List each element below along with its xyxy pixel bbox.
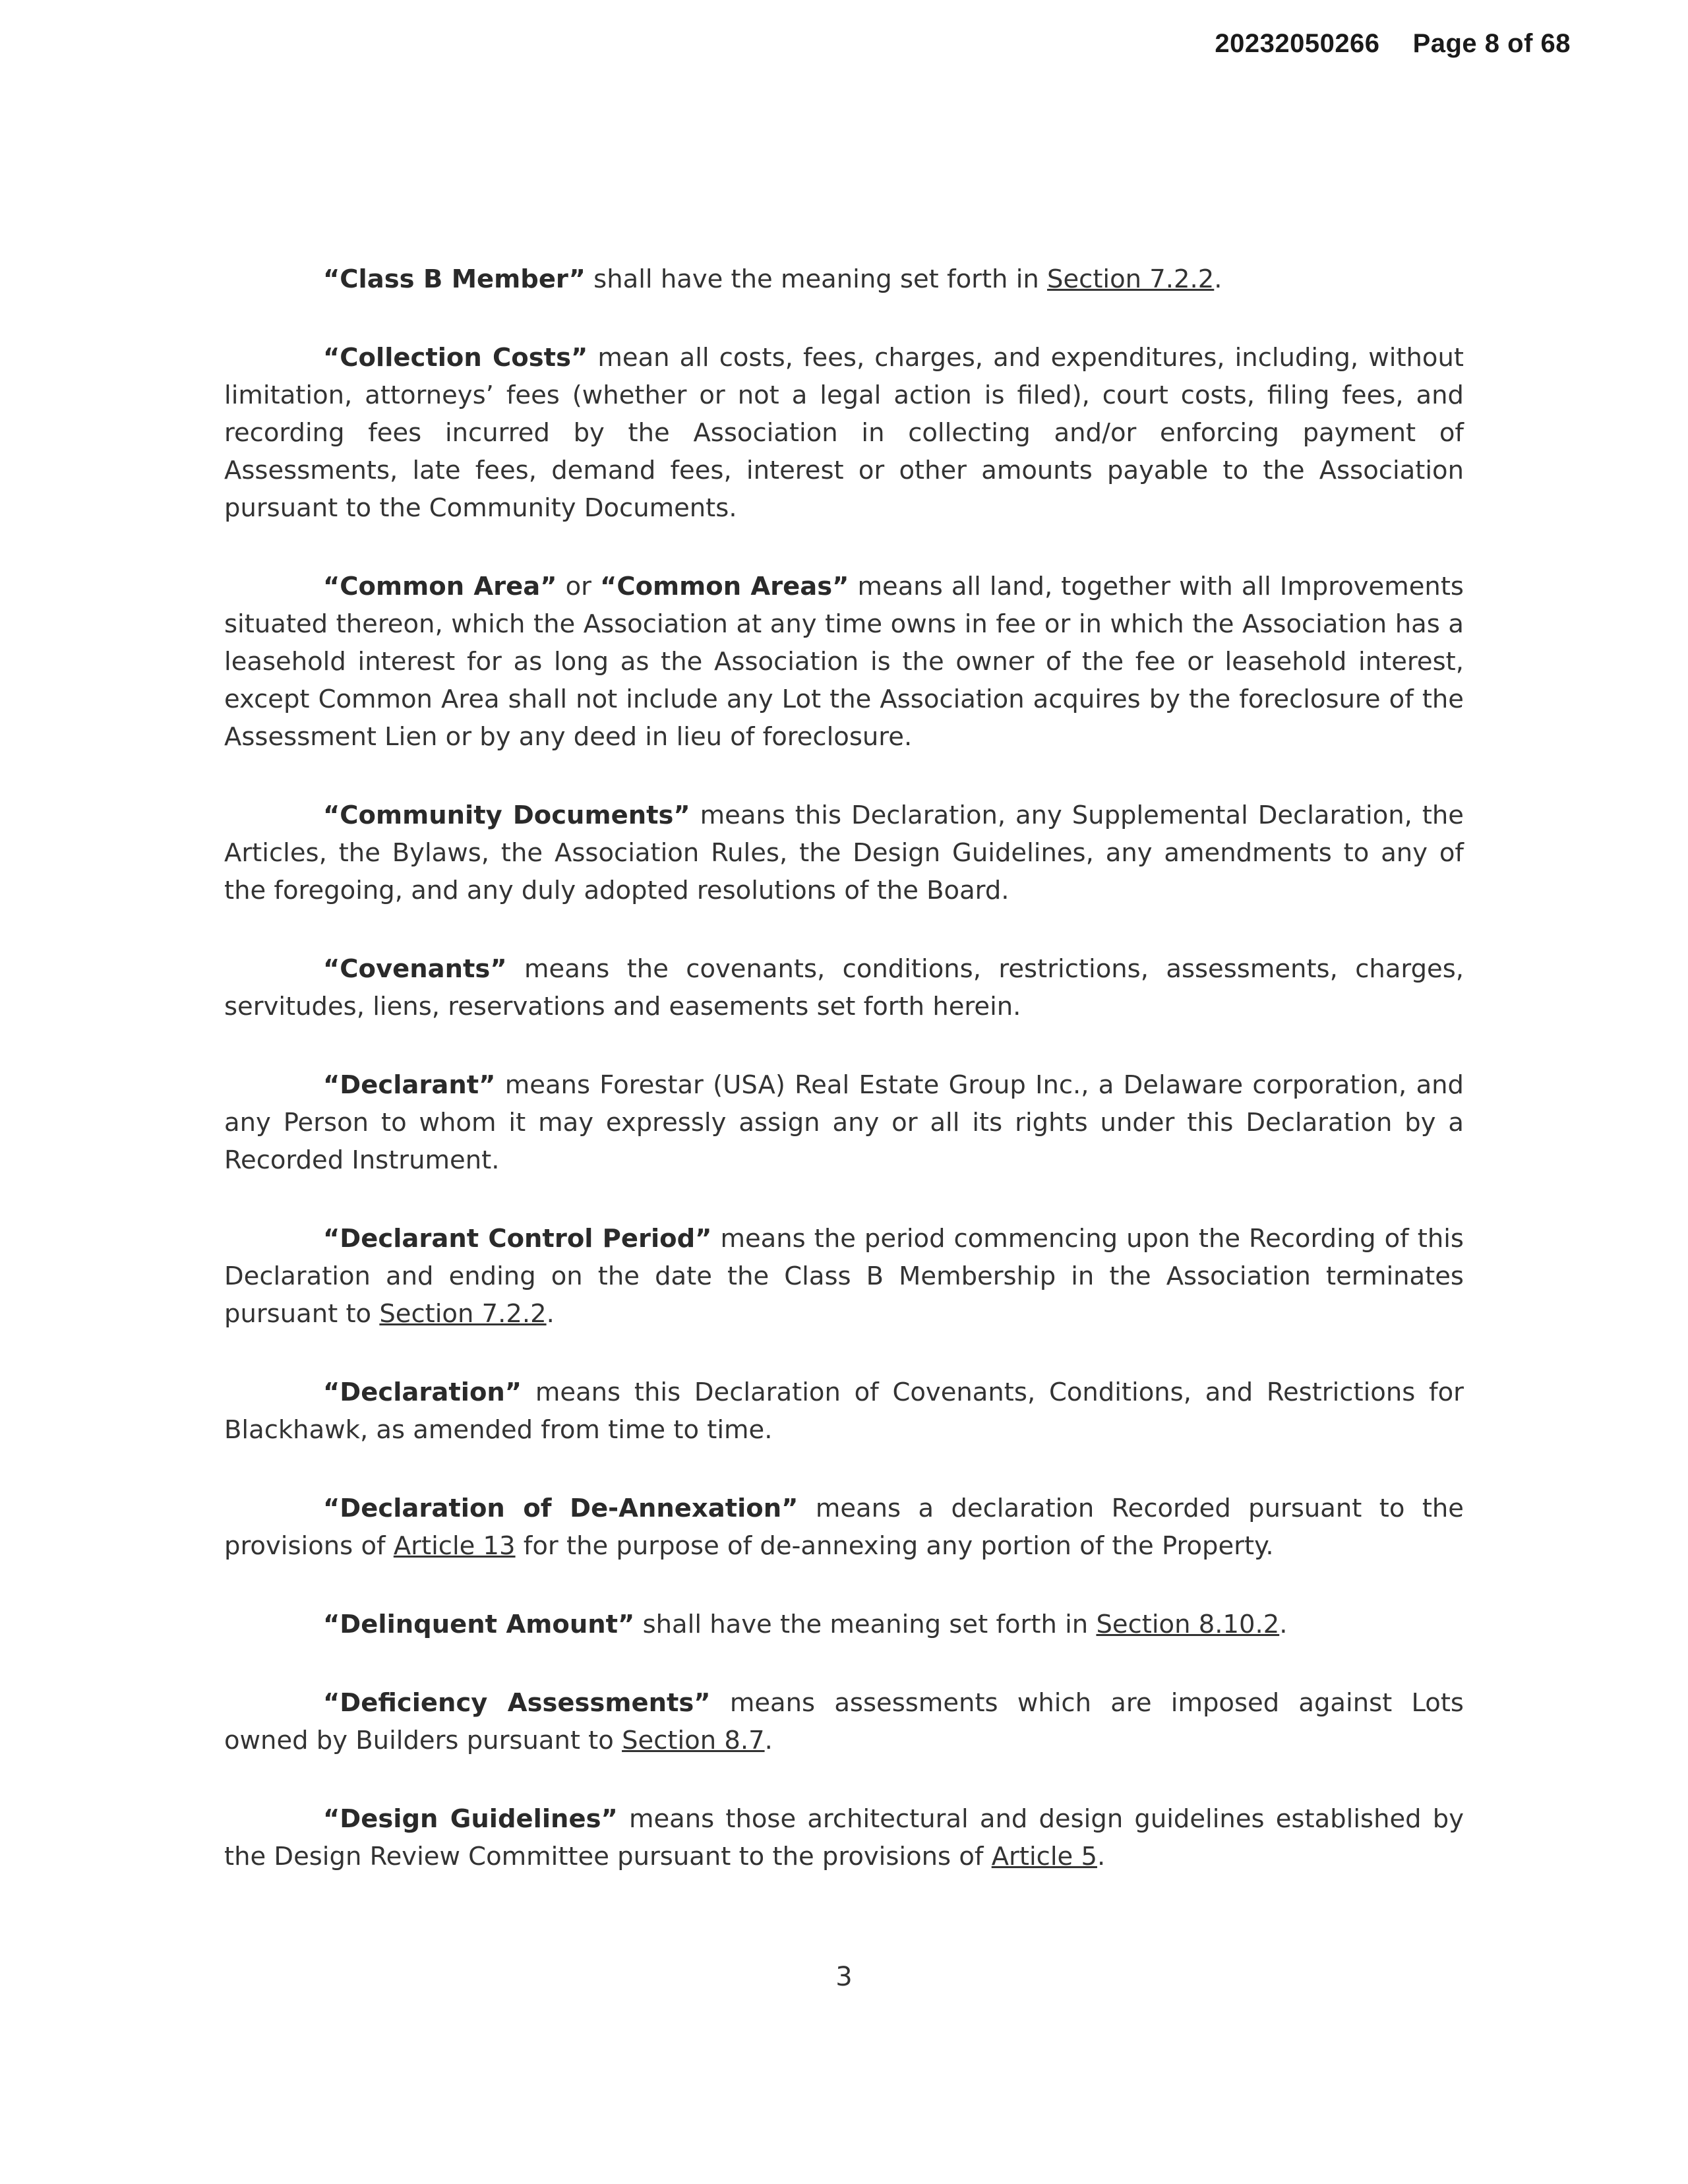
- definition-term: “Declarant Control Period”: [323, 1224, 712, 1254]
- definition-declarant-control-period: [224, 1220, 1464, 1333]
- definition-text: shall have the meaning set forth in: [585, 264, 1048, 294]
- definition-text: means the period commencing upon the Recording of this Declaration and ending on the date the Class B Membership in the Association terminates pursuant to: [224, 1224, 1464, 1329]
- definition-term: “Design Guidelines”: [323, 1804, 618, 1834]
- definitions-list: [224, 260, 1464, 1916]
- definition-text: means this Declaration, any Supplemental Declaration, the Articles, the Bylaws, the Association Rules, the Design Guidelines, any amendments to any of the foregoing, and any duly adopted resolutions of the Board.: [224, 801, 1464, 905]
- definition-text: means a declaration Recorded pursuant to the provisions of: [224, 1494, 1464, 1561]
- definition-term: “Deficiency Assessments”: [323, 1688, 711, 1718]
- definition-delinquent-amount: [224, 1606, 1464, 1643]
- definition-text: means this Declaration of Covenants, Conditions, and Restrictions for Blackhawk, as amended from time to time.: [224, 1378, 1464, 1445]
- definition-collection-costs: [224, 339, 1464, 527]
- definition-term: “Class B Member”: [323, 264, 586, 294]
- definition-text: means assessments which are imposed against Lots owned by Builders pursuant to: [224, 1688, 1464, 1755]
- definition-class-b-member: [224, 260, 1464, 298]
- definition-covenants: [224, 950, 1464, 1025]
- definition-declarant: [224, 1066, 1464, 1179]
- section-reference: Section 8.7: [622, 1726, 765, 1755]
- definition-term: “Declarant”: [323, 1070, 496, 1100]
- definition-tail: .: [764, 1726, 773, 1755]
- definition-term: “Declaration of De-Annexation”: [323, 1494, 799, 1523]
- definition-design-guidelines: [224, 1800, 1464, 1875]
- definition-term: “Community Documents”: [323, 801, 690, 830]
- definition-text: mean all costs, fees, charges, and expenditures, including, without limitation, attorneys’ fees (whether or not a legal action is filed), court costs, filing fees, and recording fees incurred by the Association in collecting and/or enforcing payment of Assessments, late fees, demand fees, interest or other amounts payable to the Association pursuant to the Community Documents.: [224, 343, 1464, 523]
- article-reference: Article 5: [991, 1842, 1097, 1871]
- definition-text: means the covenants, conditions, restrictions, assessments, charges, servitudes, liens, reservations and easements set forth herein.: [224, 954, 1464, 1021]
- document-number: 20232050266: [1215, 29, 1380, 58]
- definition-tail: .: [546, 1299, 555, 1329]
- page-label: Page 8 of 68: [1412, 29, 1571, 58]
- definition-term: “Common Area”: [323, 572, 557, 601]
- page-header: [1215, 29, 1571, 59]
- definition-connector: or: [557, 572, 601, 601]
- definition-text: means those architectural and design guidelines established by the Design Review Committee pursuant to the provisions of: [224, 1804, 1464, 1871]
- definition-text: shall have the meaning set forth in: [634, 1610, 1097, 1639]
- definition-tail: .: [1279, 1610, 1288, 1639]
- definition-tail: for the purpose of de-annexing any portion of the Property.: [515, 1531, 1274, 1561]
- definition-tail: .: [1214, 264, 1222, 294]
- definition-term: “Delinquent Amount”: [323, 1610, 635, 1639]
- page-number: 3: [835, 1962, 853, 1992]
- definition-community-documents: [224, 797, 1464, 909]
- definition-term-alt: “Common Areas”: [600, 572, 849, 601]
- section-reference: Section 7.2.2: [1047, 264, 1215, 294]
- definition-tail: .: [1097, 1842, 1106, 1871]
- definition-declaration: [224, 1374, 1464, 1449]
- definition-common-area: [224, 568, 1464, 756]
- article-reference: Article 13: [393, 1531, 516, 1561]
- section-reference: Section 7.2.2: [379, 1299, 547, 1329]
- definition-deficiency-assessments: [224, 1684, 1464, 1759]
- definition-text: means Forestar (USA) Real Estate Group Inc., a Delaware corporation, and any Person to whom it may expressly assign any or all its rights under this Declaration by a Recorded Instrument.: [224, 1070, 1464, 1175]
- section-reference: Section 8.10.2: [1096, 1610, 1280, 1639]
- definition-declaration-of-de-annexation: [224, 1490, 1464, 1565]
- definition-term: “Covenants”: [323, 954, 507, 984]
- definition-text: means all land, together with all Improvements situated thereon, which the Association at any time owns in fee or in which the Association has a leasehold interest for as long as the Association is the owner of the fee or leasehold interest, except Common Area shall not include any Lot the Association acquires by the foreclosure of the Assessment Lien or by any deed in lieu of foreclosure.: [224, 572, 1464, 752]
- definition-term: “Declaration”: [323, 1378, 522, 1407]
- definition-term: “Collection Costs”: [323, 343, 588, 373]
